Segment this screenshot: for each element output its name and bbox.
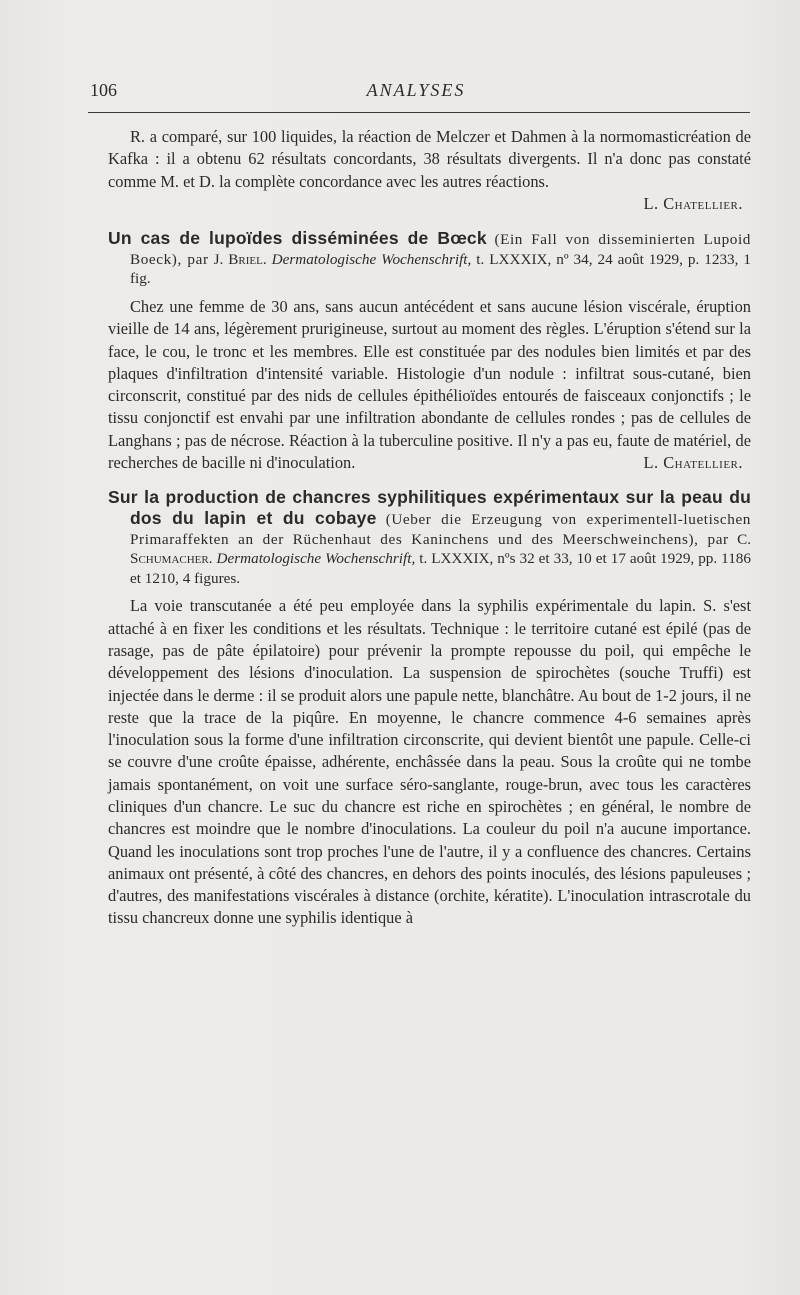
article-author: J. Briel.	[213, 250, 267, 268]
article-header	[108, 229, 751, 289]
continuation-paragraph: R. a comparé, sur 100 liquides, la réaction de Melczer et Dahmen à la normomasticréation de Kafka : il a obtenu 62 résultats concordants, 38 résultats divergents. Il n'a donc pas constaté comme M. et D. la complète concordance avec les autres réactions.	[108, 127, 751, 191]
article-lupoides	[108, 229, 751, 474]
page-number: 106	[90, 80, 117, 100]
journal-name: Dermatologische Wochenschrift,	[216, 550, 416, 568]
citation: t. LXXXIX, nº 34, 24 août 1929, p. 1233, 1 fig.	[130, 250, 751, 288]
continuation-signature: L. Chatellier.	[643, 193, 743, 213]
page-content	[108, 126, 751, 930]
article-body: Chez une femme de 30 ans, sans aucun antécédent et sans aucune lésion viscérale, éruption vieille de 14 ans, légèrement prurigineuse, surtout au moment des règles. L'éruption s'étend sur la face, le cou, le tronc et les membres. Elle est constituée par des nodules bien limités et par des plaques d'infiltration d'intensité variable. Histologie d'un nodule : infiltrat sous-cutané, bien circonscrit, constitué par des nids de cellules épithélioïdes entourés de faisceaux conjonctifs ; le tissu conjonctif est envahi par une infiltration abondante de cellules rondes ; pas de cellules de Langhans ; pas de nécrose. Réaction à la tuberculine positive. Il n'y a pas eu, faute de matériel, de recherches de bacille ni d'inoculation. L. Chatellier.	[108, 296, 751, 474]
article-body: La voie transcutanée a été peu employée dans la syphilis expérimentale du lapin. S. s'est attaché à en fixer les conditions et les résultats. Technique : le territoire cutané est épilé (pas de rasage, pas de pâte épilatoire) pour prévenir la prompte repousse du poil, qui empêche le développement des lésions d'inoculation. La suspension de spirochètes (souche Truffi) est injectée dans le derme : il se produit alors une papule nette, blanchâtre. Au bout de 1-2 jours, il ne reste que la trace de la piqûre. En moyenne, le chancre commence 4-6 semaines après l'inoculation sous la forme d'une infiltration circonscrite, qui devient bientôt une papule. Celle-ci se couvre d'une croûte épaisse, adhérente, enchâssée dans la peau. Sous la croûte qui ne tombe jamais spontanément, on voit une surface séro-sanglante, rouge-brun, avec tous les caractères cliniques d'un chancre. Le suc du chancre est riche en spirochètes ; en général, le nombre de chancres est moindre que le nombre d'inoculations. La couleur du poil n'a aucune importance. Quand les inoculations sont trop proches l'une de l'autre, il y a confluence des chancres. Certains animaux ont présenté, à côté des chancres, en dehors des points inoculés, des lésions papuleuses ; d'autres, des manifestations viscérales à distance (orchite, kératite). L'inoculation intrascrotale du tissu chancreux donne une syphilis identique à	[108, 596, 751, 928]
header-rule	[88, 112, 750, 113]
article-chancres	[108, 488, 751, 929]
citation: t. LXXXIX, nºs 32 et 33, 10 et 17 août 1929, pp. 1186 et 1210, 4 figures.	[130, 550, 751, 587]
original-title: (Ein Fall von disseminierten Lupoid Boeck), par	[130, 231, 751, 268]
article-header	[108, 488, 751, 588]
section-title: ANALYSES	[366, 80, 466, 100]
article-title: Sur la production de chancres syphilitiques expérimentaux sur la peau du dos du lapin et du cobaye	[108, 487, 751, 528]
article-author: C. Schumacher.	[130, 530, 751, 568]
article-signature: L. Chatellier.	[643, 453, 743, 473]
original-title: (Ueber die Erzeugung von experimentell-luetischen Primaraffekten an der Rüchenhaut des Kaninchens und des Meerschweinchens), par	[130, 510, 752, 548]
running-head	[82, 80, 750, 104]
journal-name: Dermatologische Wochenschrift,	[271, 250, 472, 268]
article-title: Un cas de lupoïdes disséminées de Bœck	[108, 228, 487, 249]
